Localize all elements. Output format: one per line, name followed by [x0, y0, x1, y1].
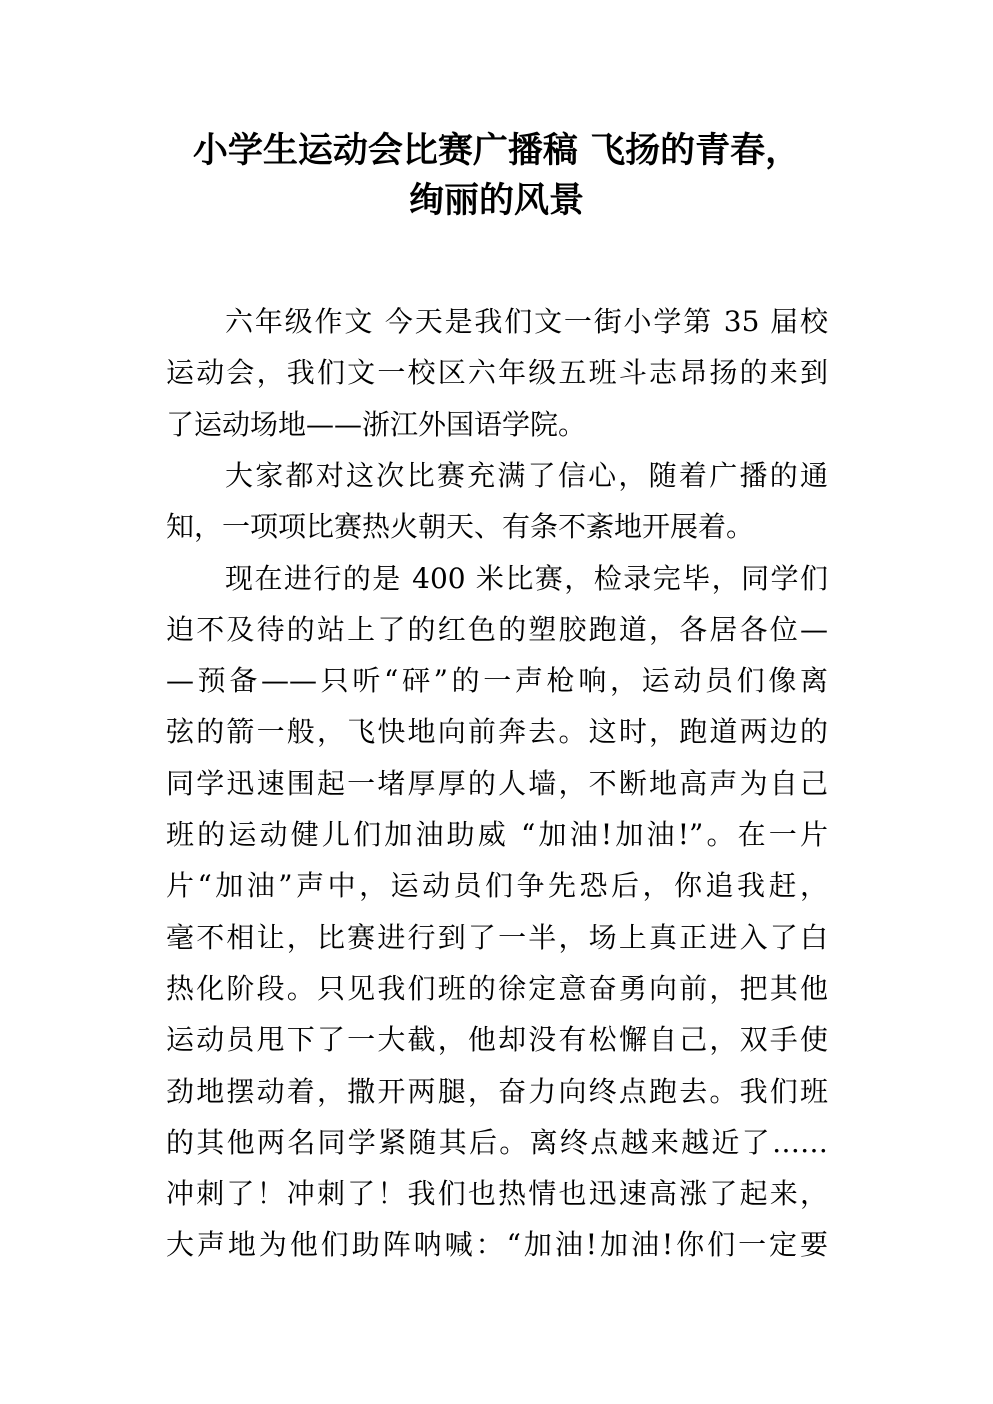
body-text-line: 大声地为他们助阵呐喊：“加油!加油!你们一定要 — [166, 1228, 828, 1262]
title-line-2: 绚丽的风景 — [408, 181, 584, 221]
body-text-line: 毫不相让，比赛进行到了一半，场上真正进入了白 — [166, 920, 828, 954]
body-text-line: 班的运动健儿们加油助威 “加油!加油!”。在一片 — [166, 818, 828, 851]
body-text-line: 现在进行的是 400 米比赛，检录完毕，同学们 — [225, 561, 828, 595]
body-text-line: 冲刺了！冲刺了！我们也热情也迅速高涨了起来， — [166, 1177, 828, 1211]
body-text-line: 热化阶段。只见我们班的徐定意奋勇向前，把其他 — [166, 971, 828, 1005]
title-line-1: 小学生运动会比赛广播稿 飞扬的青春， — [192, 131, 801, 171]
body-text-line: 大家都对这次比赛充满了信心，随着广播的通 — [225, 458, 828, 492]
body-text-line: 了运动场地——浙江外国语学院。 — [166, 407, 587, 441]
body-text-line: 运动会，我们文一校区六年级五班斗志昂扬的来到 — [166, 356, 828, 390]
body-text-line: 同学迅速围起一堵厚厚的人墙，不断地高声为自己 — [166, 766, 828, 800]
body-text-line: 片“加油”声中，运动员们争先恐后，你追我赶， — [166, 869, 828, 903]
body-text-line: 迫不及待的站上了的红色的塑胶跑道，各居各位— — [166, 612, 828, 646]
body-text-line: 六年级作文 今天是我们文一街小学第 35 届校 — [225, 305, 828, 338]
body-text-line: 劲地摆动着，撒开两腿，奋力向终点跑去。我们班 — [166, 1074, 828, 1108]
body-text-line: 知，一项项比赛热火朝天、有条不紊地开展着。 — [166, 510, 755, 544]
body-text-line: 的其他两名同学紧随其后。离终点越来越近了…… — [166, 1125, 828, 1159]
body-text-line: 运动员甩下了一大截，他却没有松懈自己，双手使 — [166, 1023, 828, 1057]
body-text-line: —预备——只听“砰”的一声枪响，运动员们像离 — [166, 664, 828, 698]
body-text-line: 弦的箭一般，飞快地向前奔去。这时，跑道两边的 — [166, 715, 828, 749]
